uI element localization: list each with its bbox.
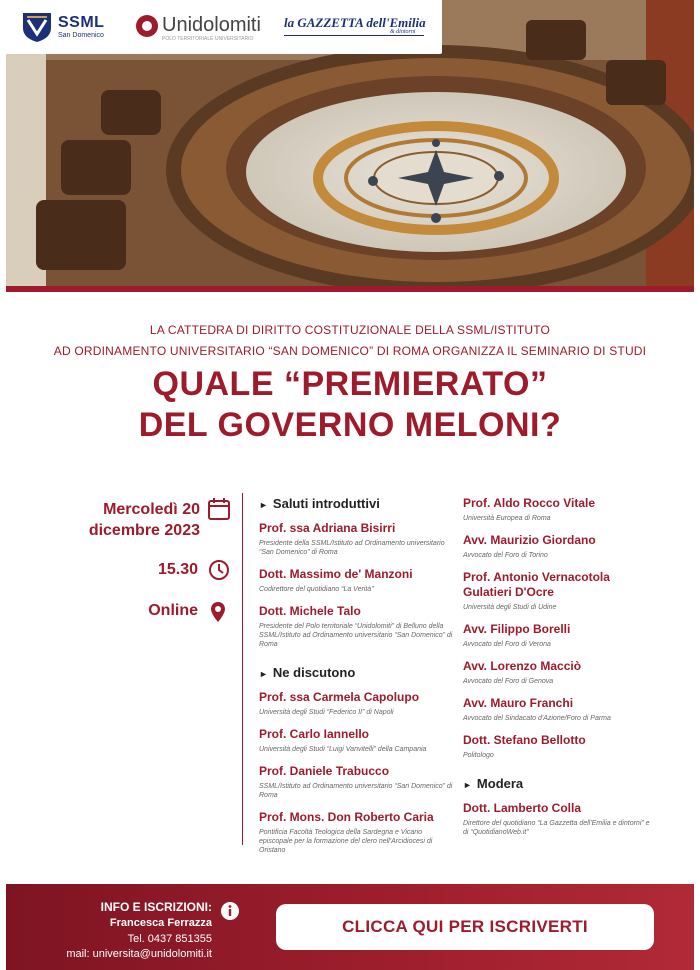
speaker <box>259 567 454 594</box>
speaker <box>259 604 454 649</box>
section-discussants: ► Ne discutono <box>259 665 356 680</box>
contact-phone: Tel. 0437 851355 <box>127 933 212 945</box>
contact-name: Francesca Ferrazza <box>109 917 212 929</box>
moderator-name: Dott. Lamberto Colla <box>463 801 582 815</box>
intro-line-1: LA CATTEDRA DI DIRITTO COSTITUZIONALE DELLA SSML/ISTITUTO <box>149 323 551 337</box>
speaker-name: Dott. Stefano Bellotto <box>463 733 586 747</box>
speaker <box>463 533 653 560</box>
unidolomiti-mark-icon <box>136 15 158 37</box>
speaker-name: Prof. ssa Carmela Capolupo <box>259 690 420 704</box>
intro-line-2: AD ORDINAMENTO UNIVERSITARIO “SAN DOMENICO” DI ROMA ORGANIZZA IL SEMINARIO DI STUDI <box>53 344 647 358</box>
gazzetta-underline <box>284 35 424 36</box>
speaker-affiliation: SSML/Istituto ad Ordinamento universitario “San Domenico” di Roma <box>259 783 453 799</box>
logo-bar <box>6 0 442 54</box>
ssml-logo <box>20 10 116 46</box>
seminar-title <box>20 364 680 446</box>
speaker-name: Avv. Mauro Franchi <box>463 696 574 710</box>
intro-text <box>20 320 680 362</box>
speaker-affiliation: Avvocato del Foro di Verona <box>463 641 551 648</box>
speaker-affiliation: Università degli Studi di Udine <box>463 604 557 611</box>
title-line-1: QUALE “PREMIERATO” <box>152 365 548 403</box>
ssml-shield-icon <box>20 10 54 44</box>
date-line-2: dicembre 2023 <box>88 522 200 539</box>
gazzetta-logo-text: la GAZZETTA dell'Emilia <box>284 15 426 30</box>
speaker <box>463 622 653 649</box>
section-greetings: ► Saluti introduttivi <box>259 496 380 511</box>
speaker-affiliation: Pontificia Facoltà Teologica della Sardegna e Vicario episcopale per la formazione del clero nell'Arcidiocesi di Oristano <box>259 829 433 854</box>
speaker <box>259 764 454 800</box>
program-divider <box>242 493 243 845</box>
speaker <box>259 810 454 855</box>
speaker-affiliation: Codirettore del quotidiano “La Verità” <box>259 586 374 593</box>
speaker-affiliation: Avvocato del Sindacato d'Azione/Foro di Parma <box>463 715 611 722</box>
speaker <box>259 690 454 717</box>
speaker-name: Dott. Michele Talo <box>259 604 361 618</box>
ssml-logo-subtitle: San Domenico <box>58 32 104 39</box>
speaker-name: Prof. Aldo Rocco Vitale <box>463 496 596 510</box>
speaker-name: Avv. Lorenzo Macciò <box>463 659 582 673</box>
speaker-name: Prof. Daniele Trabucco <box>259 764 390 778</box>
speaker-name: Avv. Filippo Borelli <box>463 622 571 636</box>
speaker <box>463 733 653 760</box>
speaker <box>463 696 653 723</box>
info-icon <box>220 901 240 921</box>
triangle-bullet-icon: ► <box>463 780 472 790</box>
speaker <box>463 659 653 686</box>
program-column-right <box>463 496 653 847</box>
speaker <box>463 801 653 837</box>
title-line-2: DEL GOVERNO MELONI? <box>138 406 562 444</box>
event-time: 15.30 <box>157 561 198 578</box>
calendar-icon <box>207 497 231 521</box>
contact-email[interactable]: mail: universita@unidolomiti.it <box>66 948 212 960</box>
date-line-1: Mercoledì 20 <box>103 501 200 518</box>
moderator-affiliation: Direttore del quotidiano “La Gazzetta dell'Emilia e dintorni” e di “QuotidianoWeb.it” <box>463 820 650 836</box>
gazzetta-logo <box>284 15 434 41</box>
event-place: Online <box>148 602 198 619</box>
ssml-logo-title: SSML <box>58 14 105 31</box>
speaker-name: Prof. ssa Adriana Bisirri <box>259 521 396 535</box>
info-title: INFO E ISCRIZIONI: <box>100 900 212 914</box>
unidolomiti-logo-text: Unidolomiti <box>162 14 261 36</box>
speaker-affiliation: Presidente della SSML/Istituto ad Ordinamento universitario “San Domenico” di Roma <box>259 540 445 556</box>
triangle-bullet-icon: ► <box>259 500 268 510</box>
speaker <box>259 521 454 557</box>
section-moderator: ► Modera <box>463 776 524 791</box>
speaker-name: Avv. Maurizio Giordano <box>463 533 596 547</box>
speaker-affiliation: Università degli Studi “Luigi Vanvitelli” della Campania <box>259 746 427 753</box>
event-date <box>40 499 200 541</box>
speaker-name: Dott. Massimo de' Manzoni <box>259 567 413 581</box>
speaker <box>463 570 653 612</box>
program-column-left <box>259 496 454 865</box>
hero-divider <box>6 286 694 292</box>
speaker-affiliation: Avvocato del Foro di Genova <box>463 678 554 685</box>
speaker-name: Prof. Carlo Iannello <box>259 727 370 741</box>
register-button[interactable]: CLICCA QUI PER ISCRIVERTI <box>276 904 654 950</box>
speaker <box>259 727 454 754</box>
gazzetta-logo-subtitle: & dintorni <box>390 29 416 35</box>
speaker-affiliation: Università Europea di Roma <box>463 515 551 522</box>
clock-icon <box>208 559 230 581</box>
speaker-name: Prof. Mons. Don Roberto Caria <box>259 810 434 824</box>
speaker <box>463 496 653 523</box>
speaker-affiliation: Università degli Studi “Federico II” di Napoli <box>259 709 394 716</box>
speaker-affiliation: Avvocato del Foro di Torino <box>463 552 548 559</box>
location-pin-icon <box>210 601 226 623</box>
speaker-affiliation: Politologo <box>463 752 494 759</box>
unidolomiti-logo-subtitle: POLO TERRITORIALE UNIVERSITARIO <box>162 36 254 42</box>
unidolomiti-logo <box>136 12 266 42</box>
speaker-name: Prof. Antonio Vernacotola Gulatieri D'Ocre <box>463 570 610 599</box>
speaker-affiliation: Presidente del Polo territoriale “Unidolomiti” di Belluno della SSML/Istituto ad Ordinamento universitario “San Domenico” di Roma <box>259 623 453 648</box>
triangle-bullet-icon: ► <box>259 669 268 679</box>
